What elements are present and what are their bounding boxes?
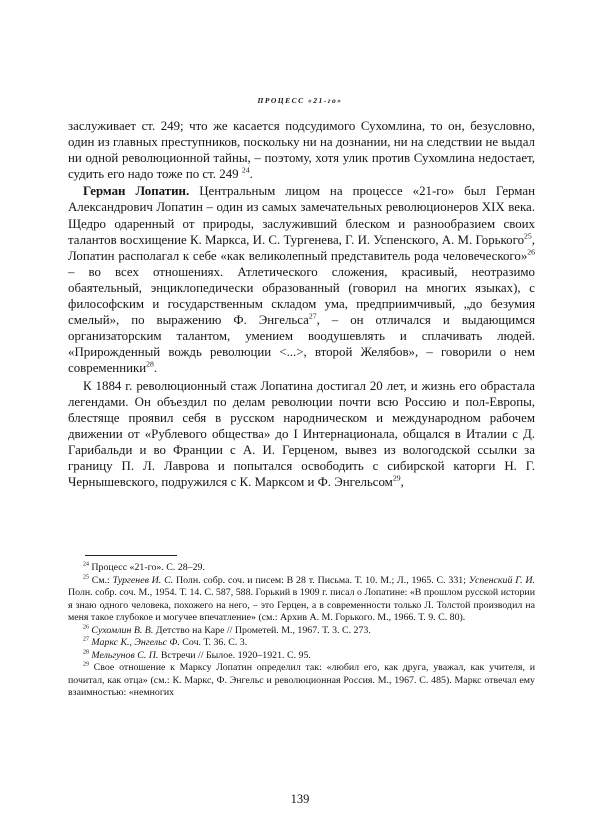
footnote-27: $^{27}$ Маркс К., Энгельс Ф. Соч. Т. 36. С. 3. bbox=[83, 636, 248, 648]
footnote-ref-25: 25 bbox=[524, 231, 532, 241]
paragraph-lopatin: Герман Лопатин. Центральным лицом на процессе «21-го» был Герман Александрович Лопатин – один из самых замечательных революционеров XIX века. Щедро одаренный от природы, заслуживший блеском и разнообразием своих талантов восхищение К. Маркса, И. С. Тургенева, Г. И. Успенского, А. М. Горького$^{25}$, Лопатин располагал к себе «как великолепный представитель рода человеческого»$^{26}$ – во всех отношениях. Атлетического сложения, красивый, неотразимо обаятельный, энциклопедически образованный (говорил на многих языках), с философским и государственным складом ума, предприимчивый, „до безумия смелый», по выражению Ф. Энгельса$^{27}$, – он отличался и выдающимся организаторским талантом, умением воодушевлять и сплачивать людей. «Прирожденный вождь революции <...>, второй Желябов», – говорили о нем современники$^{28}$. bbox=[68, 184, 535, 376]
footnote-ref-26: 26 bbox=[527, 247, 535, 257]
paragraph-career: К 1884 г. революционный стаж Лопатина достигал 20 лет, и жизнь его обрастала легендами. Он объездил по делам революции почти всю Россию и пол-Европы, блестяще проявил себя в русском народническом и международном рабочем движении от «Рублевого общества» до I Интернационала, общался в Италии с Д. Гарибальди и во Франции с А. И. Герценом, вывез из вологодской ссылки за границу П. Л. Лаврова и попытался освободить с сибирской каторги Н. Г. Чернышевского, подружился с К. Марксом и Ф. Энгельсом$^{29}$, bbox=[68, 378, 535, 490]
footnote-25: $^{25}$ См.: Тургенев И. С. Полн. собр. соч. и писем: В 28 т. Письма. Т. 10. М.; Л., 1965. С. 331; Успенский Г. И. Полн. собр. соч. М., 1954. Т. 14. С. 587, 588. Горький в 1909 г. писал о Лопатине: «В прошлом русской истории я знаю одного человека, похожего на него, – это Герцен, а в современности только Л. Толстой производил на меня такое глубокое и могучее впечатление» (см.: Архив А. М. Горького. М., 1966. Т. 9. С. 80). bbox=[68, 574, 535, 623]
section-heading: Герман Лопатин. bbox=[83, 184, 190, 199]
footnote-24: $^{24}$ Процесс «21-го». С. 28–29. bbox=[83, 561, 205, 573]
paragraph-continuation: заслуживает ст. 249; что же касается подсудимого Сухомлина, то он, безусловно, один из главных преступников, поскольку ни на дознании, ни на следствии не выдал ни одной революционной тайны, – поэтому, хотя улик против Сухомлина недостает, судить его надо тоже по ст. 249 $^{24}$. bbox=[68, 119, 535, 182]
running-head: ПРОЦЕСС «21-го» bbox=[257, 96, 343, 105]
footnote-ref-27: 27 bbox=[308, 311, 317, 321]
footnotes bbox=[68, 562, 535, 700]
page-number: 139 bbox=[290, 792, 310, 806]
footnote-26: $^{26}$ Сухомлин В. В. Детство на Каре // Прометей. М., 1967. Т. 3. С. 273. bbox=[83, 624, 371, 636]
footnote-ref-28: 28 bbox=[146, 360, 154, 370]
footnote-divider bbox=[85, 555, 177, 556]
footnote-ref-24: 24 bbox=[241, 165, 250, 175]
footnote-28: $^{28}$ Мельгунов С. П. Встречи // Былое. 1920–1921. С. 95. bbox=[83, 649, 311, 661]
footnote-29: $^{29}$ Свое отношение к Марксу Лопатин определил так: «любил его, как друга, уважал, как учителя, и почитал, как отца» (см.: К. Маркс, Ф. Энгельс и революционная Россия. М., 1967. С. 485). Маркс отвечал ему взаимностью: «немногих bbox=[68, 661, 535, 698]
footnote-ref-29: 29 bbox=[392, 473, 401, 483]
main-text bbox=[68, 118, 535, 490]
